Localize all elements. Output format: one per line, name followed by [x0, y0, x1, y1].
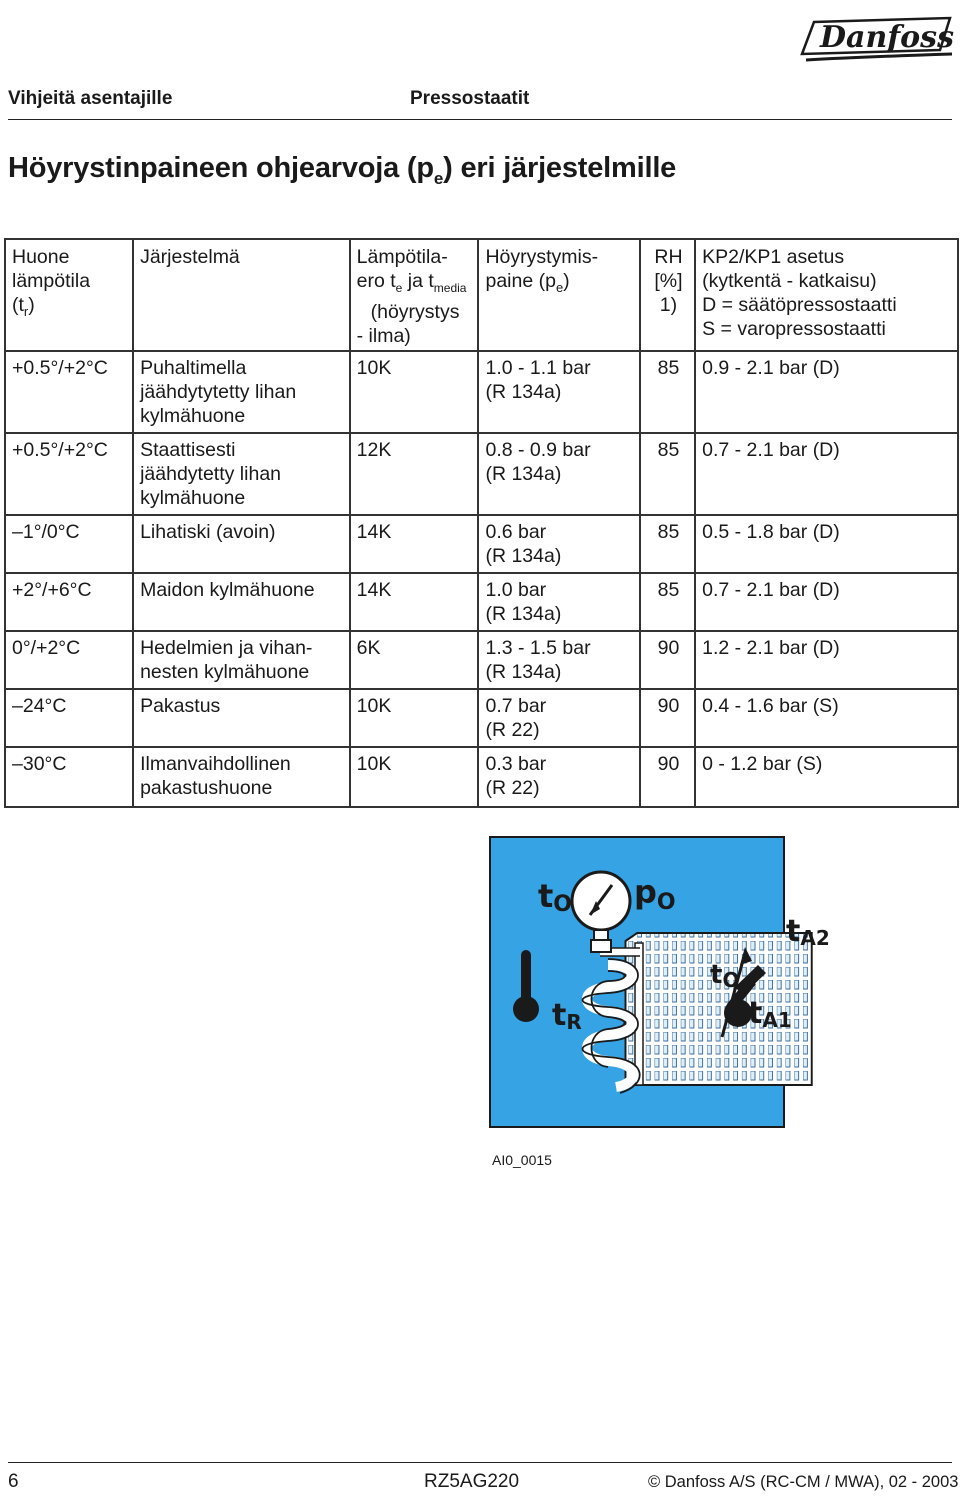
header-temp-diff: Lämpötila- ero $t_e$ ja $t_{media}$ (höyrystys - ilma): [350, 239, 479, 351]
cell-rh: 85: [640, 573, 695, 631]
header-section: Vihjeitä asentajille: [8, 88, 173, 109]
page-number: 6: [8, 1471, 19, 1492]
cell-diff: 14K: [350, 573, 479, 631]
cell-rh: 90: [640, 631, 695, 689]
cell-system: Maidon kylmähuone: [133, 573, 350, 631]
cell-temp: +0.5°/+2°C: [5, 351, 133, 433]
header-kp-setting: KP2/KP1 asetus (kytkentä - katkaisu) D = säätöpressostaatti S = varopressostaatti: [695, 239, 958, 351]
cell-setting: 0.7 - 2.1 bar (D): [695, 573, 958, 631]
table-row: [5, 747, 958, 807]
cell-setting: 1.2 - 2.1 bar (D): [695, 631, 958, 689]
cell-diff: 10K: [350, 689, 479, 747]
cell-system: Puhaltimella jäähdytytetty lihan kylmähuone: [133, 351, 350, 433]
cell-rh: 85: [640, 515, 695, 573]
header-evap-pressure: Höyrystymis- paine $(p_e)$: [478, 239, 639, 351]
header-system: Järjestelmä: [133, 239, 350, 351]
cell-pressure: 1.0 bar (R 134a): [478, 573, 639, 631]
cell-setting: 0.9 - 2.1 bar (D): [695, 351, 958, 433]
cell-pressure: 1.0 - 1.1 bar (R 134a): [478, 351, 639, 433]
cell-temp: –30°C: [5, 747, 133, 807]
cell-temp: +0.5°/+2°C: [5, 433, 133, 515]
cell-rh: 90: [640, 689, 695, 747]
footer-rule: [8, 1462, 952, 1463]
label-to-top: tO: [538, 877, 572, 917]
cell-temp: 0°/+2°C: [5, 631, 133, 689]
cell-system: Lihatiski (avoin): [133, 515, 350, 573]
cell-system: Pakastus: [133, 689, 350, 747]
pressure-table: [4, 238, 959, 808]
header-room-temp: Huone lämpötila $(t_r)$: [5, 239, 133, 351]
figure-caption: AI0_0015: [492, 1152, 552, 1168]
cell-diff: 10K: [350, 747, 479, 807]
cell-setting: 0.4 - 1.6 bar (S): [695, 689, 958, 747]
cell-pressure: 1.3 - 1.5 bar (R 134a): [478, 631, 639, 689]
cell-diff: 14K: [350, 515, 479, 573]
table-row: [5, 573, 958, 631]
cell-temp: +2°/+6°C: [5, 573, 133, 631]
document-code: RZ5AG220: [424, 1471, 520, 1492]
cell-system: Staattisesti jäähdytetty lihan kylmähuone: [133, 433, 350, 515]
page-title: Höyrystinpaineen ohjearvoja $(p_e)$ eri järjestelmille: [8, 152, 677, 188]
table-row: [5, 433, 958, 515]
label-tr: tR: [552, 998, 582, 1034]
cell-diff: 12K: [350, 433, 479, 515]
table-row: [5, 631, 958, 689]
cell-temp: –1°/0°C: [5, 515, 133, 573]
label-to-inner: tO: [710, 960, 740, 992]
cell-setting: 0.7 - 2.1 bar (D): [695, 433, 958, 515]
cell-setting: 0.5 - 1.8 bar (D): [695, 515, 958, 573]
copyright: © Danfoss A/S (RC-CM / MWA), 02 - 2003: [648, 1473, 959, 1491]
cell-pressure: 0.3 bar (R 22): [478, 747, 639, 807]
cell-rh: 85: [640, 351, 695, 433]
label-po: pO: [634, 873, 676, 915]
table-row: [5, 689, 958, 747]
cell-system: Ilmanvaihdollinen pakastushuone: [133, 747, 350, 807]
cell-rh: 90: [640, 747, 695, 807]
cell-diff: 6K: [350, 631, 479, 689]
table-row: [5, 515, 958, 573]
cell-system: Hedelmien ja vihan- nesten kylmähuone: [133, 631, 350, 689]
label-ta1: tA1: [748, 996, 792, 1032]
cell-pressure: 0.8 - 0.9 bar (R 134a): [478, 433, 639, 515]
table-row: [5, 351, 958, 433]
cell-diff: 10K: [350, 351, 479, 433]
cell-setting: 0 - 1.2 bar (S): [695, 747, 958, 807]
label-ta2: tA2: [786, 914, 830, 950]
header-rule: [8, 119, 952, 120]
danfoss-logo: [800, 14, 958, 66]
logo-text: Danfoss: [820, 20, 954, 55]
cell-rh: 85: [640, 433, 695, 515]
cell-pressure: 0.6 bar (R 134a): [478, 515, 639, 573]
evaporator-diagram: [490, 837, 830, 1127]
cell-temp: –24°C: [5, 689, 133, 747]
cell-pressure: 0.7 bar (R 22): [478, 689, 639, 747]
table-header-row: [5, 239, 958, 351]
header-rh: RH [%] 1): [640, 239, 695, 351]
header-topic: Pressostaatit: [410, 88, 530, 109]
